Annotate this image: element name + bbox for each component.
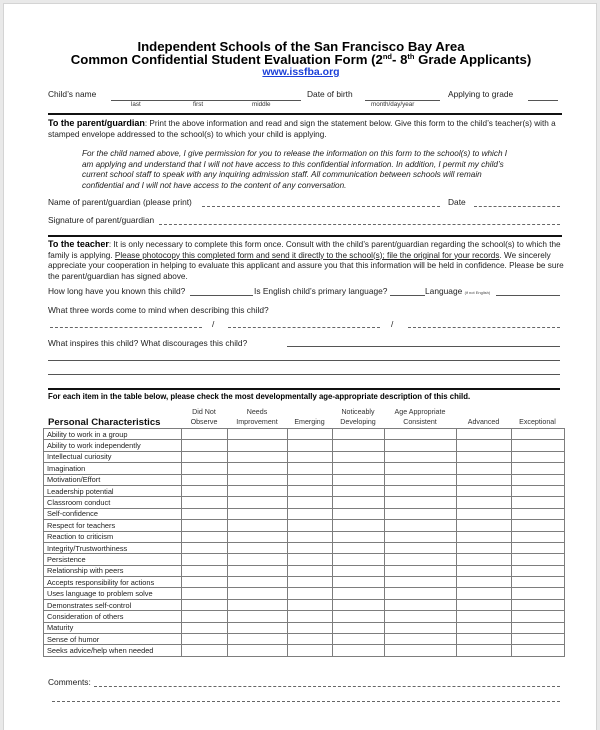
rating-cell[interactable]: [288, 634, 333, 645]
col-header-advanced: [456, 407, 511, 427]
rating-cell[interactable]: [333, 565, 385, 576]
rating-cell[interactable]: [333, 440, 385, 451]
rating-cell[interactable]: [288, 497, 333, 508]
rating-cell[interactable]: [457, 440, 512, 451]
rating-cell[interactable]: [228, 485, 288, 496]
rating-cell[interactable]: [385, 520, 457, 531]
characteristic-label: Persistence: [44, 554, 182, 565]
rating-cell[interactable]: [228, 440, 288, 451]
rating-cell[interactable]: [457, 611, 512, 622]
parent-heading: To the parent/guardian: [48, 118, 145, 128]
section-divider: [48, 388, 560, 390]
language-label: [425, 286, 490, 296]
characteristic-label: Maturity: [44, 622, 182, 633]
rating-cell[interactable]: [512, 463, 565, 474]
language-field[interactable]: [496, 295, 560, 296]
dob-label: Date of birth: [307, 89, 353, 99]
date-field[interactable]: [474, 206, 560, 207]
rating-cell[interactable]: [385, 645, 457, 656]
col-header-line: Consistent: [403, 418, 437, 426]
rating-cell[interactable]: [228, 463, 288, 474]
rating-cell[interactable]: [182, 463, 228, 474]
rating-cell[interactable]: [457, 599, 512, 610]
rating-cell[interactable]: [333, 520, 385, 531]
rating-cell[interactable]: [228, 497, 288, 508]
dob-sublabel: month/day/year: [371, 101, 415, 108]
characteristic-label: Consideration of others: [44, 611, 182, 622]
rating-cell[interactable]: [288, 531, 333, 542]
rating-cell[interactable]: [288, 451, 333, 462]
rating-cell[interactable]: [385, 429, 457, 440]
rating-cell[interactable]: [457, 577, 512, 588]
rating-cell[interactable]: [333, 645, 385, 656]
rating-cell[interactable]: [512, 429, 565, 440]
rating-cell[interactable]: [512, 611, 565, 622]
table-row: [44, 451, 565, 462]
col-header-line: [511, 407, 564, 417]
col-header-line: Emerging: [294, 418, 325, 426]
rating-cell[interactable]: [288, 474, 333, 485]
col-header-line: Noticeably: [341, 408, 375, 416]
rating-cell[interactable]: [333, 554, 385, 565]
table-row: [44, 634, 565, 645]
col-header-needs-improvement: [227, 407, 287, 427]
language-label-text: Language: [425, 286, 463, 296]
rating-cell[interactable]: [182, 611, 228, 622]
rating-cell[interactable]: [228, 542, 288, 553]
rating-cell[interactable]: [288, 554, 333, 565]
rating-cell[interactable]: [182, 451, 228, 462]
permission-line-3: current school staff to speak with any inquiring admission staff. All communication between schools will remain: [82, 170, 482, 179]
rating-cell[interactable]: [512, 497, 565, 508]
characteristic-label: Relationship with peers: [44, 565, 182, 576]
known-question: How long have you known this child?: [48, 286, 186, 296]
characteristic-label: Leadership potential: [44, 485, 182, 496]
characteristic-label: Self-confidence: [44, 508, 182, 519]
col-header-line: Needs: [246, 408, 268, 416]
table-row: [44, 508, 565, 519]
rating-cell[interactable]: [228, 565, 288, 576]
characteristic-label: Integrity/Trustworthiness: [44, 542, 182, 553]
permission-line-2: am applying and understand that I will not have access to this confidential information. In addition, I permit my child’s: [82, 159, 504, 169]
characteristics-table: [43, 428, 565, 657]
english-field[interactable]: [390, 295, 425, 296]
language-note: (if not English): [464, 290, 491, 295]
rating-cell[interactable]: [512, 485, 565, 496]
rating-cell[interactable]: [333, 611, 385, 622]
rating-cell[interactable]: [333, 588, 385, 599]
rating-cell[interactable]: [182, 440, 228, 451]
col-header-line: Exceptional: [519, 418, 556, 426]
table-row: [44, 599, 565, 610]
rating-cell[interactable]: [333, 599, 385, 610]
characteristic-label: Ability to work in a group: [44, 429, 182, 440]
rating-cell[interactable]: [288, 542, 333, 553]
rating-cell[interactable]: [182, 429, 228, 440]
rating-cell[interactable]: [288, 588, 333, 599]
word-field-2[interactable]: [228, 327, 380, 328]
signature-label: Signature of parent/guardian: [48, 215, 155, 225]
parent-instructions: [48, 118, 564, 140]
rating-cell[interactable]: [385, 485, 457, 496]
rating-cell[interactable]: [182, 599, 228, 610]
rating-cell[interactable]: [182, 474, 228, 485]
rating-cell[interactable]: [228, 622, 288, 633]
table-row: [44, 440, 565, 451]
parent-instructions-text: : Print the above information and read and sign the statement below. Give this form to the child’s teacher(s) with a stamped envelope addressed to the school(s) to which your child is applying.: [48, 119, 556, 139]
rating-cell[interactable]: [228, 508, 288, 519]
col-header-line: Advanced: [467, 418, 500, 426]
col-header-emerging: [287, 407, 332, 427]
col-header-did-not-observe: [181, 407, 227, 427]
section-divider: [48, 113, 562, 115]
title-text: - 8: [392, 52, 408, 67]
col-header-age-appropriate: [384, 407, 456, 427]
rating-cell[interactable]: [385, 531, 457, 542]
rating-cell[interactable]: [182, 622, 228, 633]
word-field-1[interactable]: [50, 327, 202, 328]
table-row: [44, 531, 565, 542]
col-header-line: Improvement: [236, 418, 278, 426]
rating-cell[interactable]: [333, 485, 385, 496]
rating-cell[interactable]: [385, 554, 457, 565]
rating-cell[interactable]: [457, 485, 512, 496]
grade-label: Applying to grade: [448, 89, 514, 99]
rating-cell[interactable]: [182, 485, 228, 496]
three-words-question: What three words come to mind when describing this child?: [48, 305, 269, 315]
rating-cell[interactable]: [228, 611, 288, 622]
table-row: [44, 474, 565, 485]
characteristic-label: Classroom conduct: [44, 497, 182, 508]
col-header-line: Developing: [340, 418, 376, 426]
rating-cell[interactable]: [228, 645, 288, 656]
parent-name-field[interactable]: [202, 206, 440, 207]
inspires-field-line-1[interactable]: [287, 346, 560, 347]
rating-cell[interactable]: [228, 531, 288, 542]
grade-field[interactable]: [528, 100, 558, 101]
inspires-question: What inspires this child? What discourages this child?: [48, 338, 248, 348]
rating-cell[interactable]: [512, 599, 565, 610]
rating-cell[interactable]: [457, 474, 512, 485]
characteristic-label: Accepts responsibility for actions: [44, 577, 182, 588]
title-text: Common Confidential Student Evaluation Form (2: [70, 52, 383, 67]
name-sublabel-middle: middle: [252, 101, 271, 108]
rating-cell[interactable]: [288, 520, 333, 531]
rating-cell[interactable]: [385, 588, 457, 599]
rating-cell[interactable]: [288, 577, 333, 588]
rating-cell[interactable]: [288, 611, 333, 622]
rating-cell[interactable]: [457, 588, 512, 599]
rating-cell[interactable]: [457, 497, 512, 508]
rating-cell[interactable]: [333, 542, 385, 553]
rating-cell[interactable]: [228, 429, 288, 440]
form-title-line1: Independent Schools of the San Francisco Bay Area: [137, 39, 465, 54]
rating-cell[interactable]: [512, 565, 565, 576]
teacher-text-underlined: Please photocopy this completed form and send it directly to the school(s); file the original for your records: [114, 250, 500, 260]
rating-cell[interactable]: [385, 577, 457, 588]
rating-cell[interactable]: [457, 554, 512, 565]
rating-cell[interactable]: [182, 634, 228, 645]
teacher-heading: To the teacher: [48, 239, 109, 249]
title-sup: nd: [382, 52, 393, 61]
col-header-line: Did Not: [192, 408, 216, 416]
rating-cell[interactable]: [228, 577, 288, 588]
rating-cell[interactable]: [385, 599, 457, 610]
col-header-noticeably-developing: [332, 407, 384, 427]
permission-line-1: For the child named above, I give permission for you to release the information on this form to the school(s) to which I: [82, 149, 508, 158]
rating-cell[interactable]: [457, 622, 512, 633]
rating-cell[interactable]: [288, 485, 333, 496]
website-link-row: [4, 66, 598, 78]
rating-cell[interactable]: [512, 554, 565, 565]
rating-cell[interactable]: [288, 463, 333, 474]
comments-field-line-1[interactable]: [94, 686, 560, 687]
rating-cell[interactable]: [228, 554, 288, 565]
rating-cell[interactable]: [228, 588, 288, 599]
rating-cell[interactable]: [385, 565, 457, 576]
personal-characteristics-header: Personal Characteristics: [48, 417, 161, 428]
rating-cell[interactable]: [288, 622, 333, 633]
rating-cell[interactable]: [512, 542, 565, 553]
rating-cell[interactable]: [385, 622, 457, 633]
rating-cell[interactable]: [512, 474, 565, 485]
permission-line-4: confidential and I will not have access to the content of any conversation.: [82, 180, 347, 190]
teacher-instructions: [48, 239, 566, 282]
rating-cell[interactable]: [228, 599, 288, 610]
rating-cell[interactable]: [182, 531, 228, 542]
rating-cell[interactable]: [182, 554, 228, 565]
col-header-line: [456, 407, 511, 417]
rating-cell[interactable]: [228, 451, 288, 462]
col-header-line: Age Appropriate: [394, 408, 446, 416]
characteristic-label: Respect for teachers: [44, 520, 182, 531]
rating-cell[interactable]: [182, 497, 228, 508]
rating-cell[interactable]: [385, 508, 457, 519]
rating-cell[interactable]: [457, 531, 512, 542]
characteristic-label: Uses language to problem solve: [44, 588, 182, 599]
website-link[interactable]: www.issfba.org: [262, 66, 340, 78]
rating-cell[interactable]: [333, 577, 385, 588]
col-header-line: Observe: [190, 418, 218, 426]
rating-cell[interactable]: [512, 531, 565, 542]
rating-cell[interactable]: [512, 440, 565, 451]
rating-cell[interactable]: [333, 429, 385, 440]
rating-cell[interactable]: [182, 520, 228, 531]
signature-field[interactable]: [159, 224, 560, 225]
characteristic-label: Motivation/Effort: [44, 474, 182, 485]
table-row: [44, 463, 565, 474]
rating-cell[interactable]: [385, 474, 457, 485]
rating-cell[interactable]: [457, 520, 512, 531]
rating-cell[interactable]: [182, 542, 228, 553]
rating-cell[interactable]: [385, 497, 457, 508]
rating-cell[interactable]: [512, 520, 565, 531]
rating-cell[interactable]: [385, 451, 457, 462]
rating-cell[interactable]: [182, 645, 228, 656]
rating-cell[interactable]: [288, 565, 333, 576]
name-sublabel-first: first: [193, 101, 204, 108]
rating-cell[interactable]: [333, 531, 385, 542]
rating-cell[interactable]: [182, 565, 228, 576]
rating-cell[interactable]: [457, 542, 512, 553]
rating-cell[interactable]: [457, 508, 512, 519]
rating-cell[interactable]: [228, 634, 288, 645]
table-row: [44, 429, 565, 440]
characteristic-label: Demonstrates self-control: [44, 599, 182, 610]
rating-cell[interactable]: [385, 634, 457, 645]
english-question: Is English child’s primary language?: [254, 286, 388, 296]
comments-label: Comments:: [48, 677, 91, 687]
known-field[interactable]: [190, 295, 253, 296]
rating-cell[interactable]: [385, 611, 457, 622]
comments-field-line-2[interactable]: [52, 701, 560, 702]
rating-cell[interactable]: [228, 520, 288, 531]
rating-cell[interactable]: [457, 565, 512, 576]
table-row: [44, 622, 565, 633]
rating-cell[interactable]: [512, 645, 565, 656]
rating-cell[interactable]: [333, 451, 385, 462]
table-row: [44, 588, 565, 599]
childs-name-label: Child’s name: [48, 89, 97, 99]
rating-cell[interactable]: [512, 577, 565, 588]
rating-cell[interactable]: [385, 542, 457, 553]
rating-cell[interactable]: [288, 599, 333, 610]
form-page: [3, 3, 597, 730]
table-instruction: For each item in the table below, please check the most developmentally age-appropriate description of this child.: [48, 392, 471, 401]
title-sup: th: [407, 52, 415, 61]
rating-cell[interactable]: [512, 588, 565, 599]
rating-cell[interactable]: [333, 622, 385, 633]
rating-cell[interactable]: [457, 463, 512, 474]
date-label: Date: [448, 197, 466, 207]
rating-cell[interactable]: [333, 508, 385, 519]
rating-cell[interactable]: [182, 508, 228, 519]
rating-cell[interactable]: [333, 463, 385, 474]
rating-cell[interactable]: [333, 474, 385, 485]
table-row: [44, 565, 565, 576]
name-sublabel-last: last: [131, 101, 141, 108]
table-row: [44, 577, 565, 588]
col-header-line: [287, 407, 332, 417]
title-text: Grade Applicants): [414, 52, 532, 67]
characteristic-label: Reaction to criticism: [44, 531, 182, 542]
word-separator: /: [212, 319, 215, 329]
rating-cell[interactable]: [288, 440, 333, 451]
rating-cell[interactable]: [512, 622, 565, 633]
table-row: [44, 520, 565, 531]
word-field-3[interactable]: [408, 327, 560, 328]
teacher-text: : It is only necessary to complete this form once. Consult with the child’s parent/guardian regarding the school(s) to which the family is applying.: [48, 240, 561, 260]
characteristic-label: Sense of humor: [44, 634, 182, 645]
col-header-exceptional: [511, 407, 564, 427]
rating-cell[interactable]: [512, 634, 565, 645]
table-row: [44, 542, 565, 553]
characteristic-label: Ability to work independently: [44, 440, 182, 451]
rating-cell[interactable]: [457, 429, 512, 440]
table-row: [44, 485, 565, 496]
inspires-field-line-3[interactable]: [48, 374, 560, 375]
rating-cell[interactable]: [228, 474, 288, 485]
characteristic-label: Seeks advice/help when needed: [44, 645, 182, 656]
rating-cell[interactable]: [182, 577, 228, 588]
rating-cell[interactable]: [512, 451, 565, 462]
word-separator: /: [391, 319, 394, 329]
characteristic-label: Imagination: [44, 463, 182, 474]
table-row: [44, 554, 565, 565]
rating-cell[interactable]: [385, 463, 457, 474]
rating-cell[interactable]: [457, 451, 512, 462]
rating-cell[interactable]: [333, 497, 385, 508]
teacher-text: . We sincerely appreciate your cooperation in helping to evaluate this applicant and assure you that this information will be held in confidence. Please be sure the parent/guardian has signed above.: [48, 250, 564, 281]
rating-cell[interactable]: [288, 429, 333, 440]
parent-name-label: Name of parent/guardian (please print): [48, 197, 192, 207]
table-row: [44, 611, 565, 622]
rating-cell[interactable]: [457, 645, 512, 656]
table-row: [44, 497, 565, 508]
rating-cell[interactable]: [512, 508, 565, 519]
rating-cell[interactable]: [385, 440, 457, 451]
inspires-field-line-2[interactable]: [48, 360, 560, 361]
table-row: [44, 645, 565, 656]
form-title-line2: [4, 52, 598, 67]
section-divider: [48, 235, 562, 237]
characteristic-label: Intellectual curiosity: [44, 451, 182, 462]
rating-cell[interactable]: [457, 634, 512, 645]
rating-cell[interactable]: [182, 588, 228, 599]
rating-cell[interactable]: [288, 645, 333, 656]
rating-cell[interactable]: [333, 634, 385, 645]
rating-cell[interactable]: [288, 508, 333, 519]
